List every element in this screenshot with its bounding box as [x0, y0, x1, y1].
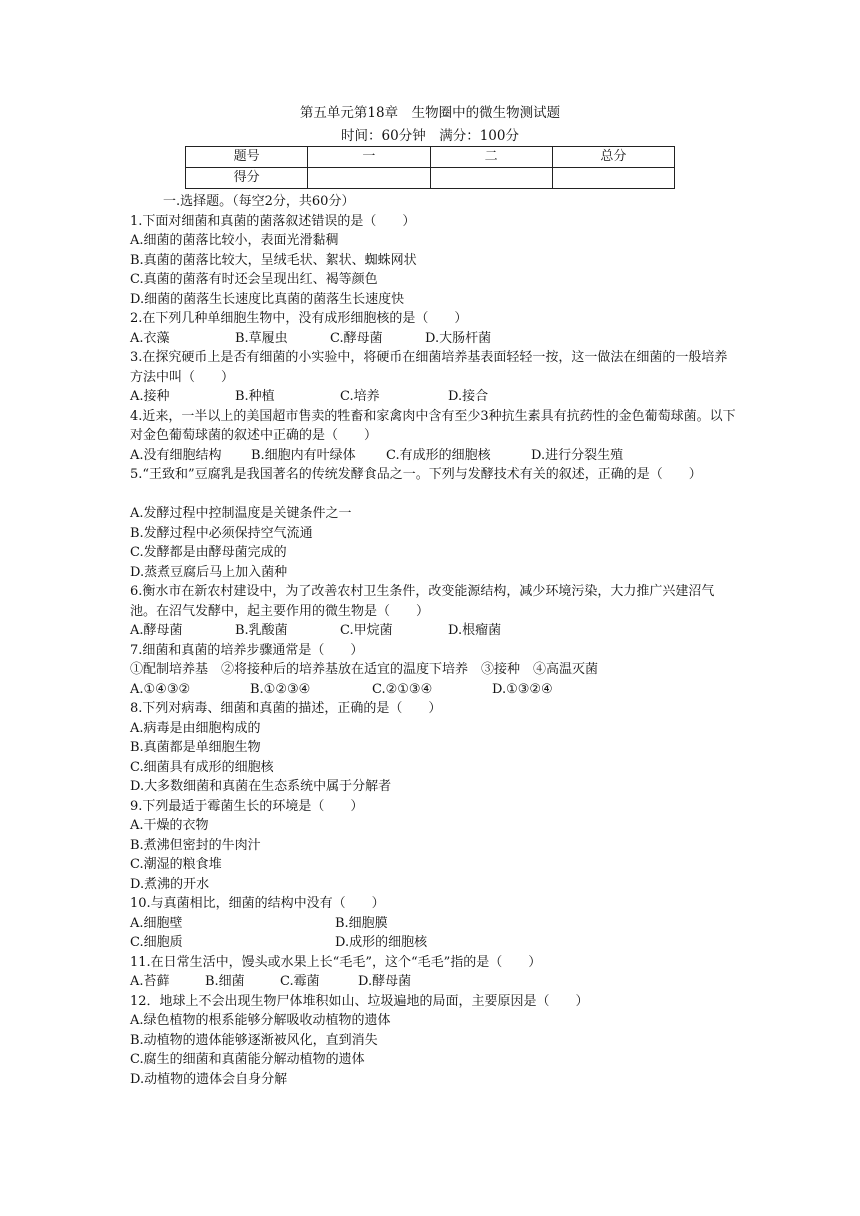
score-table-header-row: [186, 147, 675, 168]
score-cell-total[interactable]: [552, 168, 674, 189]
question-text: 11.在日常生活中，馒头或水果上长“毛毛”，这个“毛毛”指的是（ ）: [130, 954, 542, 970]
option-b: B.动植物的遗体能够逐渐被风化，直到消失: [130, 1032, 378, 1048]
question-list: [130, 192, 740, 1089]
option-d: D.煮沸的开水: [130, 876, 210, 892]
option-c: C.有成形的细胞核: [386, 447, 491, 463]
option-a: A.细胞壁: [130, 915, 183, 931]
option-d: D.酵母菌: [358, 974, 412, 989]
score-header-part1: 一: [308, 147, 430, 168]
exam-subtitle: 时间：60分钟 满分：100分: [341, 128, 519, 144]
option-b: B.发酵过程中必须保持空气流通: [130, 525, 313, 541]
option-b: B.真菌的菌落比较大，呈绒毛状、絮状、蜘蛛网状: [130, 252, 417, 268]
question-text: 12．地球上不会出现生物尸体堆积如山、垃圾遍地的局面，主要原因是（ ）: [130, 993, 589, 1009]
option-b: B.细胞膜: [335, 915, 388, 931]
option-d: D.大多数细菌和真菌在生态系统中属于分解者: [130, 779, 392, 794]
question-text: 1.下面对细菌和真菌的菌落叙述错误的是（ ）: [130, 213, 416, 229]
option-a: A.接种: [130, 389, 170, 404]
option-a: A.绿色植物的根系能够分解吸收动植物的遗体: [130, 1013, 391, 1028]
section-heading: 一.选择题。（每空2分，共60分）: [163, 194, 355, 209]
question-text: 8.下列对病毒、细菌和真菌的描述，正确的是（ ）: [130, 701, 442, 716]
question-text: 6.衡水市在新农村建设中，为了改善农村卫生条件，改变能源结构，减少环境污染，大力推广兴建沼气池。在沼气发酵中，起主要作用的微生物是（ ）: [130, 584, 715, 619]
question-text: 3.在探究硬币上是否有细菌的小实验中，将硬币在细菌培养基表面轻轻一按，这一做法在细菌的一般培养方法中叫（ ）: [130, 350, 728, 385]
option-c: C.酵母菌: [330, 330, 383, 346]
option-a: A.酵母菌: [130, 623, 183, 638]
question-text: 4.近来，一半以上的美国超市售卖的牲畜和家禽肉中含有至少3种抗生素具有抗药性的金色葡萄球菌。以下对金色葡萄球菌的叙述中正确的是（ ）: [130, 408, 736, 443]
option-row: [130, 680, 740, 700]
option-d: D.大肠杆菌: [425, 330, 492, 346]
option-d: D.成形的细胞核: [335, 935, 428, 950]
question-steps: ①配制培养基 ②将接种后的培养基放在适宜的温度下培养 ③接种 ④高温灭菌: [130, 662, 599, 677]
option-row: [130, 621, 740, 641]
option-d: D.根瘤菌: [448, 623, 502, 638]
question-text: 2.在下列几种单细胞生物中，没有成形细胞核的是（ ）: [130, 311, 468, 326]
score-cell-part1[interactable]: [308, 168, 430, 189]
score-header-part2: 二: [430, 147, 552, 168]
option-b: B.煮沸但密封的牛肉汁: [130, 837, 261, 853]
option-row: [130, 329, 740, 349]
option-a: A.苔藓: [130, 974, 170, 989]
option-b: B.真菌都是单细胞生物: [130, 740, 261, 755]
option-a: A.没有细胞结构: [130, 447, 222, 463]
option-row: [130, 972, 740, 992]
option-a: A.①④③②: [130, 681, 191, 697]
option-c: C.细胞质: [130, 935, 183, 950]
option-c: C.甲烷菌: [340, 623, 393, 638]
option-c: C.霉菌: [280, 974, 320, 989]
score-row-label: 得分: [186, 168, 308, 189]
option-c: C.真菌的菌落有时还会呈现出红、褐等颜色: [130, 272, 378, 287]
option-c: C.潮湿的粮食堆: [130, 857, 222, 872]
option-row: [130, 914, 740, 934]
option-c: C.培养: [340, 389, 380, 404]
option-b: B.细胞内有叶绿体: [251, 447, 356, 463]
exam-title: 第五单元第18章 生物圈中的微生物测试题: [299, 105, 561, 121]
question-text: 10.与真菌相比，细菌的结构中没有（ ）: [130, 896, 385, 911]
option-a: A.病毒是由细胞构成的: [130, 720, 261, 736]
score-header-item: 题号: [186, 147, 308, 168]
option-b: B.草履虫: [235, 330, 288, 346]
option-row: [130, 387, 740, 407]
option-c: C.②①③④: [372, 681, 433, 697]
option-c: C.发酵都是由酵母菌完成的: [130, 545, 287, 560]
option-d: D.进行分裂生殖: [531, 447, 624, 463]
score-cell-part2[interactable]: [430, 168, 552, 189]
score-header-total: 总分: [552, 147, 674, 168]
option-a: A.细菌的菌落比较小，表面光滑黏稠: [130, 233, 339, 248]
score-table: [185, 146, 675, 189]
question-text: 7.细菌和真菌的培养步骤通常是（ ）: [130, 642, 364, 658]
option-b: B.乳酸菌: [235, 623, 288, 638]
option-d: D.蒸煮豆腐后马上加入菌种: [130, 564, 288, 580]
option-c: C.细菌具有成形的细胞核: [130, 759, 274, 775]
option-a: A.发酵过程中控制温度是关键条件之一: [130, 506, 352, 521]
option-c: C.腐生的细菌和真菌能分解动植物的遗体: [130, 1052, 365, 1067]
option-row: [130, 446, 740, 466]
option-a: A.干燥的衣物: [130, 818, 209, 833]
option-a: A.衣藻: [130, 330, 170, 346]
option-d: D.动植物的遗体会自身分解: [130, 1071, 288, 1087]
score-table-score-row: [186, 168, 675, 189]
option-b: B.①②③④: [250, 681, 311, 697]
option-b: B.种植: [235, 389, 275, 404]
option-row: [130, 933, 740, 953]
option-d: D.接合: [448, 389, 489, 404]
question-text: 5.“王致和”豆腐乳是我国著名的传统发酵食品之一。下列与发酵技术有关的叙述，正确的是（ ）: [130, 467, 702, 482]
option-b: B.细菌: [205, 974, 245, 989]
option-d: D.①③②④: [492, 681, 553, 697]
question-text: 9.下列最适于霉菌生长的环境是（ ）: [130, 798, 364, 814]
option-d: D.细菌的菌落生长速度比真菌的菌落生长速度快: [130, 291, 405, 307]
